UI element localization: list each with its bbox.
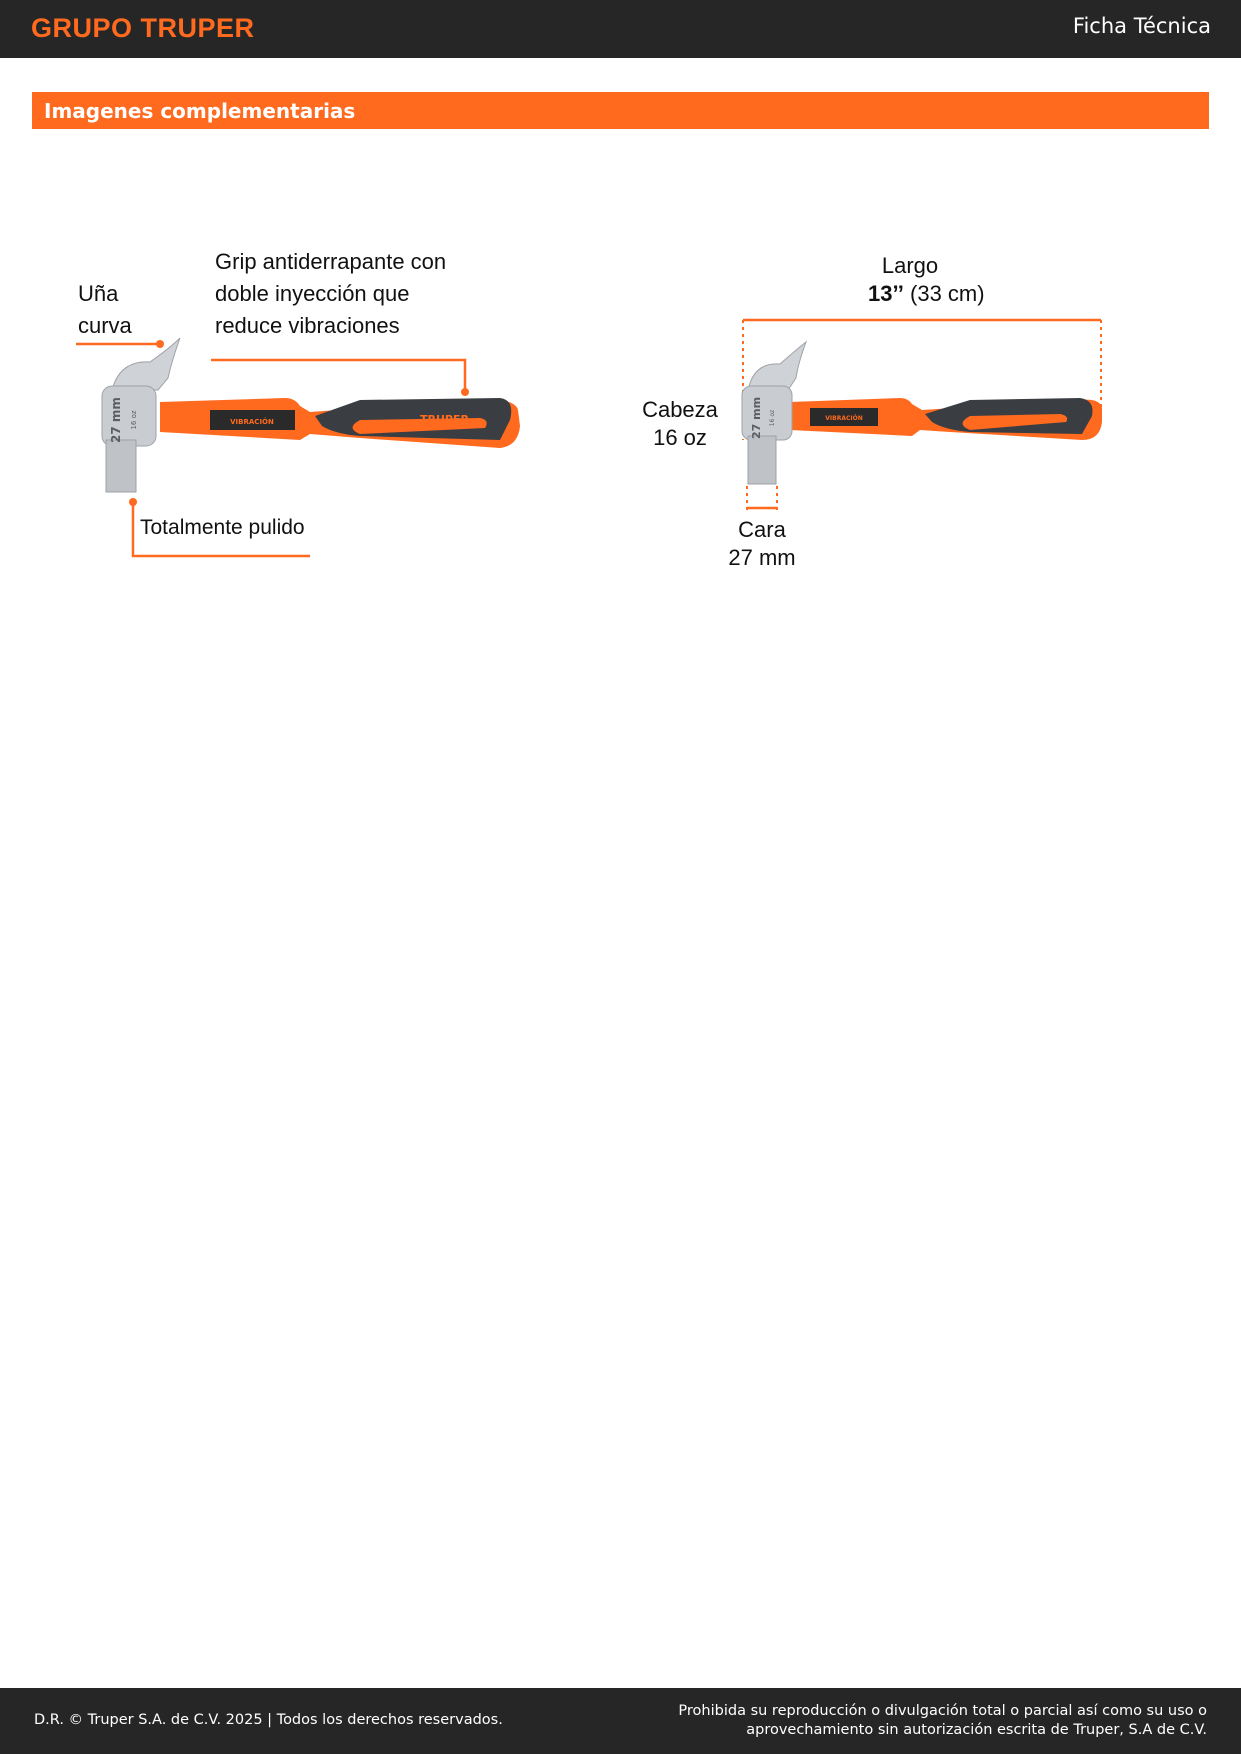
length-metric: (33 cm) xyxy=(910,281,985,306)
head-mark-size: 27 mm xyxy=(750,396,763,440)
handle-brand-text: TRUPER xyxy=(420,413,469,426)
footer-notice xyxy=(587,1702,1207,1740)
brand-logo: GRUPO TRUPER xyxy=(31,13,255,43)
grip-label-line3: reduce vibraciones xyxy=(215,313,400,338)
footer-notice-line1: Prohibida su reproducción o divulgación total o parcial así como su uso o xyxy=(678,1703,1207,1719)
hammer-handle xyxy=(160,398,520,448)
grip-label-line2: doble inyección que xyxy=(215,281,410,306)
length-value: 13’’ xyxy=(868,281,904,306)
hammer-handle xyxy=(790,398,1102,440)
handle-label-text: VIBRACIÓN xyxy=(825,415,863,422)
grip-callout-dot xyxy=(461,388,469,396)
claw-label-line1: Uña xyxy=(78,281,119,306)
footer-notice-line2: aprovechamiento sin autorización escrita de Truper, S.A de C.V. xyxy=(746,1722,1207,1738)
claw-callout-dot xyxy=(156,340,164,348)
grip-callout-line xyxy=(211,360,465,392)
hammer-features-figure xyxy=(60,250,530,570)
handle-label-text: VIBRACIÓN xyxy=(230,418,274,426)
document-type-title: Ficha Técnica xyxy=(1072,14,1211,38)
length-title: Largo xyxy=(881,253,939,278)
section-title: Imagenes complementarias xyxy=(44,99,356,123)
length-value-line xyxy=(868,278,985,310)
claw-label-line2: curva xyxy=(78,313,132,338)
footer-copyright: D.R. © Truper S.A. de C.V. 2025 | Todos los derechos reservados. xyxy=(34,1712,503,1728)
top-header-bar xyxy=(0,0,1241,58)
head-value: 16 oz xyxy=(653,425,707,450)
section-header xyxy=(32,92,1209,129)
face-value: 27 mm xyxy=(728,545,796,570)
page-footer xyxy=(0,1688,1241,1754)
head-mark-weight: 16 oz xyxy=(130,410,138,430)
head-mark-weight: 16 oz xyxy=(769,409,776,427)
polish-callout-dot xyxy=(129,498,137,506)
handle-brand-text: TRUPER xyxy=(1022,414,1067,425)
grip-label-line1: Grip antiderrapante con xyxy=(215,249,447,274)
face-title: Cara xyxy=(738,517,786,542)
hammer-dimensions-figure xyxy=(642,240,1120,580)
head-mark-size: 27 mm xyxy=(109,397,123,443)
polish-label: Totalmente pulido xyxy=(140,516,305,539)
head-title: Cabeza xyxy=(642,397,718,422)
